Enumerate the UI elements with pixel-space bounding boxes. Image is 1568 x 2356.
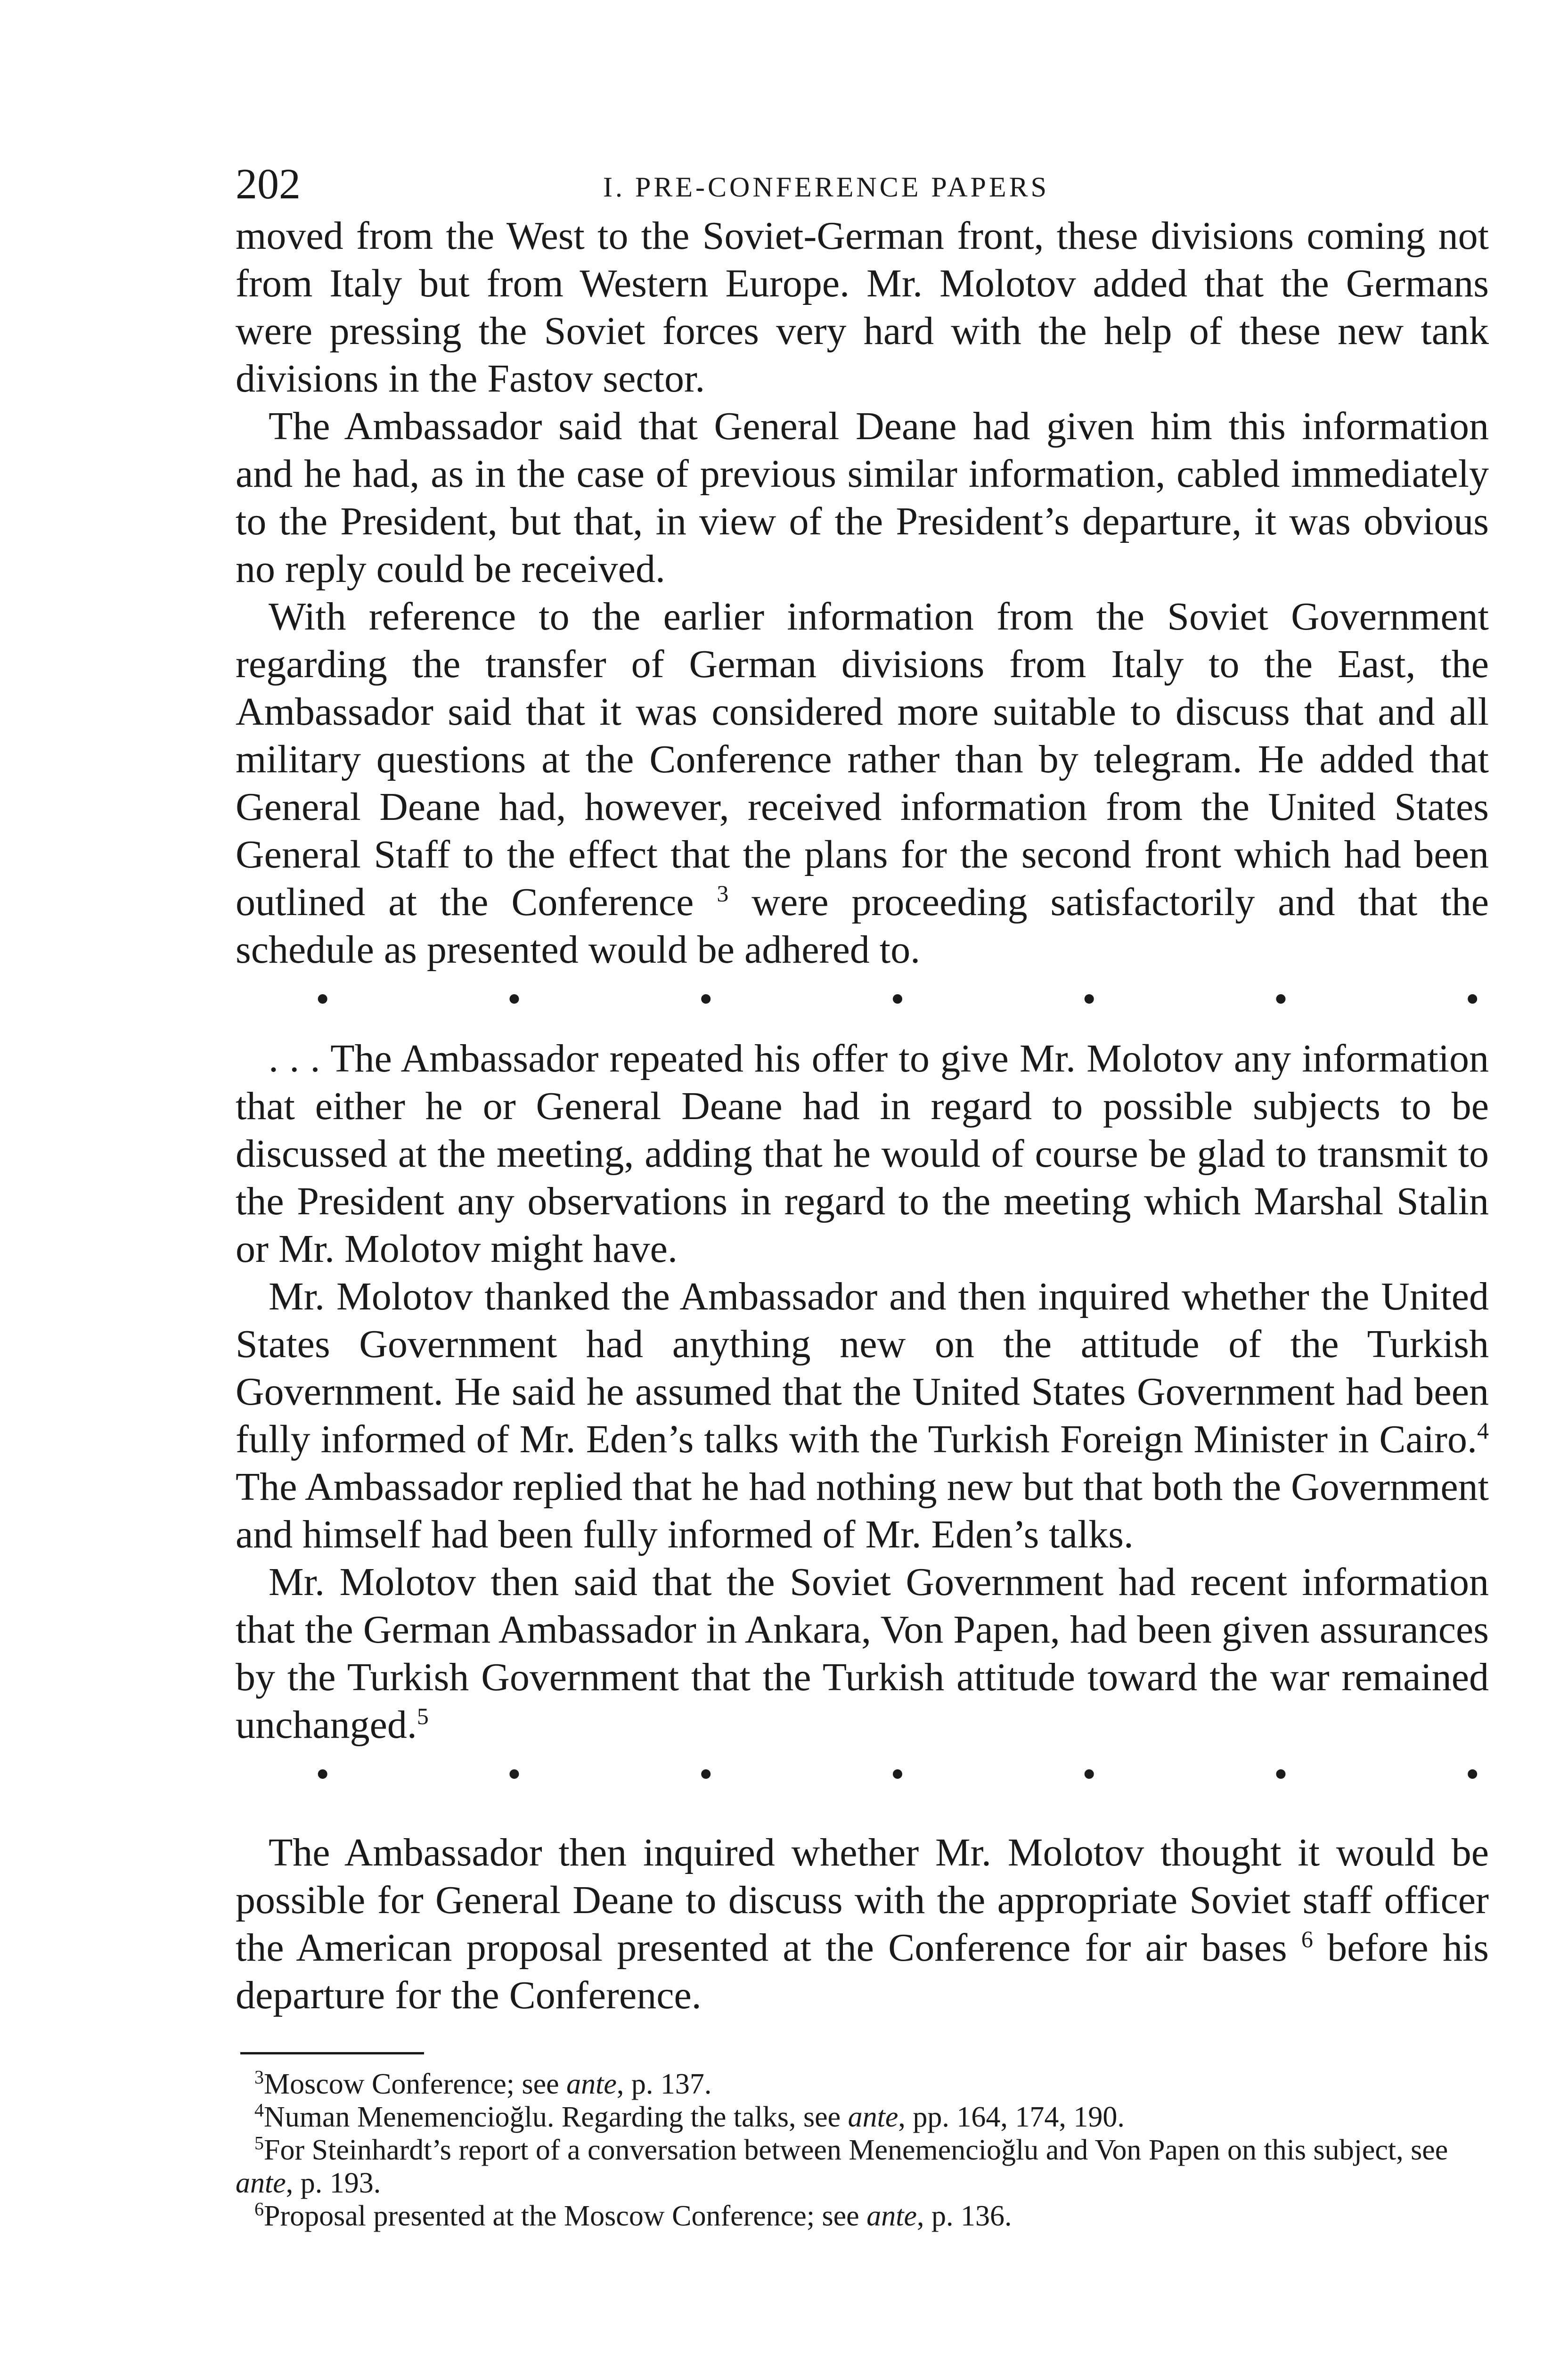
footnote-mark: 6 (254, 2198, 264, 2220)
footnote-text: , p. 137. (616, 2068, 712, 2100)
footnote-italic: ante (848, 2101, 898, 2133)
ellipsis-dot: • (890, 1752, 905, 1796)
paragraph-text: Mr. Molotov thanked the Ambassador and then inquired whether the United States Government had anything new on the attitude of the Turkish Government. He said he assumed that the United States Government had been fully informed of Mr. Eden’s talks with the Turkish Foreign Minister in Cairo. (236, 1275, 1489, 1461)
paragraph (236, 1558, 1489, 1749)
paragraph-text: The Ambassador replied that he had nothing new but that both the Government and himself had been fully informed of Mr. Eden’s talks. (236, 1465, 1489, 1556)
paragraph-text: The Ambassador then inquired whether Mr. Molotov thought it would be possible for General Deane to discuss with the appropriate Soviet staff officer the American proposal presented at the Conference for air bases (236, 1831, 1489, 1970)
footnote-text: , p. 136. (916, 2200, 1012, 2232)
paragraph (236, 1273, 1489, 1558)
footnotes (236, 2068, 1489, 2233)
paragraph-text: Mr. Molotov then said that the Soviet Government had recent information that the German Ambassador in Ankara, Von Papen, had been given assurances by the Turkish Government that the Turkish attitude toward the war remained unchanged. (236, 1560, 1489, 1747)
paragraph-continued: moved from the West to the Soviet-German front, these divisions coming not from Italy but from Western Europe. Mr. Molotov added that the Germans were pressing the Soviet forces very hard with the help of these new tank divisions in the Fastov sector. (236, 214, 1489, 401)
ellipsis-separator (236, 973, 1489, 1035)
footnote-text: , pp. 164, 174, 190. (898, 2101, 1125, 2133)
running-head (236, 160, 1489, 212)
body-text (236, 212, 1489, 2019)
ellipsis-dot: • (699, 1752, 713, 1796)
page-number: 202 (236, 160, 301, 208)
footnote-text: Proposal presented at the Moscow Conference; see (264, 2200, 867, 2232)
ellipsis-dot: • (507, 977, 522, 1021)
section-title: I. PRE-CONFERENCE PAPERS (603, 172, 1049, 203)
ellipsis-dot: • (1274, 1752, 1288, 1796)
paragraph-text: before his departure for the Conference. (236, 1926, 1489, 2017)
footnote-mark: 4 (254, 2099, 264, 2121)
ellipsis-dot: • (316, 1752, 330, 1796)
paragraph (236, 1829, 1489, 2019)
footnote (236, 2101, 1489, 2134)
footnote-divider (240, 2052, 424, 2054)
paragraph: . . . The Ambassador repeated his offer to give Mr. Molotov any information that either he or General Deane had in regard to possible subjects to be discussed at the meeting, adding that he would of course be glad to transmit to the President any observations in regard to the meeting which Marshal Stalin or Mr. Molotov might have. (236, 1037, 1489, 1271)
footnote-text: Moscow Conference; see (264, 2068, 567, 2100)
footnote-ref[interactable]: 6 (1301, 1926, 1313, 1952)
ellipsis-dot: • (316, 977, 330, 1021)
footnote-text: Numan Menemencioğlu. Regarding the talks, see (264, 2101, 848, 2133)
ellipsis-dot: • (1274, 977, 1288, 1021)
footnote-italic: ante (566, 2068, 617, 2100)
footnote-ref[interactable]: 5 (416, 1703, 429, 1729)
paragraph: The Ambassador said that General Deane had given him this information and he had, as in the case of previous similar information, cabled immediately to the President, but that, in view of the President’s departure, it was obvious no reply could be received. (236, 404, 1489, 591)
paragraph-text: were proceeding satisfactorily and that the schedule as presented would be adhered to. (236, 880, 1489, 972)
footnote-text: For Steinhardt’s report of a conversation between Menemencioğlu and Von Papen on this subject, see (264, 2134, 1448, 2166)
ellipsis-dot: • (507, 1752, 522, 1796)
ellipsis-dot: • (1465, 977, 1479, 1021)
paragraph (236, 593, 1489, 973)
footnote-ref[interactable]: 4 (1477, 1417, 1489, 1444)
ellipsis-dot: • (890, 977, 905, 1021)
footnote-mark: 5 (254, 2132, 264, 2154)
ellipsis-dot: • (1465, 1752, 1479, 1796)
footnote-text: , p. 193. (286, 2167, 381, 2199)
ellipsis-dot: • (1082, 1752, 1096, 1796)
ellipsis-dot: • (699, 977, 713, 1021)
footnote-ref[interactable]: 3 (717, 880, 729, 907)
footnote-italic: ante (866, 2200, 917, 2232)
footnote-italic: ante (236, 2167, 286, 2199)
ellipsis-separator (236, 1749, 1489, 1810)
paragraph-text: With reference to the earlier information from the Soviet Government regarding the transfer of German divisions from Italy to the East, the Ambassador said that it was considered more suitable to discuss that and all military questions at the Conference rather than by telegram. He added that General Deane had, however, received information from the United States General Staff to the effect that the plans for the second front which had been outlined at the Conference (236, 595, 1489, 924)
footnote (236, 2134, 1489, 2200)
ellipsis-dot: • (1082, 977, 1096, 1021)
footnote-mark: 3 (254, 2066, 264, 2088)
footnote (236, 2200, 1489, 2233)
footnote (236, 2068, 1489, 2101)
page-content (236, 160, 1489, 2233)
